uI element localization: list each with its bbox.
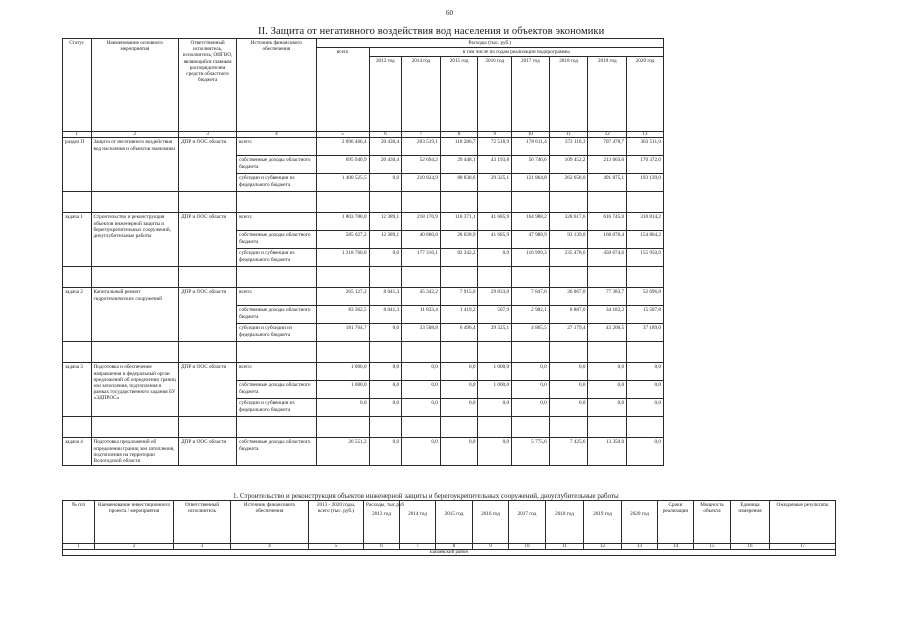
row-value: 193 139,0: [627, 174, 664, 192]
row-value: 0,0: [512, 363, 550, 381]
column-index: 3: [179, 132, 237, 138]
district-name: Бабаевский район: [63, 550, 836, 556]
row-value: 0,0: [549, 363, 588, 381]
row-value: 7 915,6: [440, 288, 478, 306]
row-value: 93 139,0: [549, 231, 588, 249]
row-value: 1 400 525,5: [316, 174, 369, 192]
row-value: 88 838,6: [440, 174, 478, 192]
row-value: 0,0: [369, 249, 402, 267]
row-source: собственные доходы областного бюджета: [237, 438, 316, 466]
table-row: [63, 213, 664, 231]
column-index: 4: [231, 544, 309, 550]
row-value: 110 371,1: [440, 213, 478, 231]
row-value: 585 027,2: [316, 231, 369, 249]
row-value: 4 865,5: [512, 324, 550, 342]
header-executor: Ответственный исполнитель, исполнитель, ОИГВО, являющийся главным распорядителем средств областного бюджета: [179, 39, 237, 132]
spacer-cell: [402, 342, 441, 363]
spacer-cell: [63, 192, 92, 213]
column-index: 13: [622, 544, 658, 550]
row-value: 1 000,0: [478, 363, 512, 381]
row-value: 41 685,9: [478, 231, 512, 249]
spacer-cell: [369, 342, 402, 363]
row-value: 707 478,7: [588, 138, 627, 156]
projects-table: [62, 500, 836, 556]
row-value: 178 611,4: [512, 138, 550, 156]
column-index: 5: [309, 544, 364, 550]
row-value: 12 389,1: [369, 231, 402, 249]
row-value: 28 028,9: [440, 231, 478, 249]
row-value: 0,0: [369, 324, 402, 342]
row-value: 29 833,0: [478, 288, 512, 306]
spacer-cell: [63, 342, 92, 363]
spacer-cell: [588, 192, 627, 213]
header-project-name: Наименование инвестиционного проекта / мероприятия: [95, 501, 174, 544]
row-value: 0,0: [627, 438, 664, 466]
row-value: 0,0: [369, 381, 402, 399]
spacer-cell: [588, 342, 627, 363]
row-value: 2 982,1: [512, 306, 550, 324]
row-value: 6 496,4: [440, 324, 478, 342]
column-index: 16: [731, 544, 770, 550]
column-index: 9: [478, 132, 512, 138]
spacer-cell: [478, 267, 512, 288]
row-executor: ДПР и ООС области: [179, 288, 237, 342]
row-value: 0,0: [402, 363, 441, 381]
spacer-cell: [512, 192, 550, 213]
column-index: 12: [588, 132, 627, 138]
header-year-label: 2019 год: [593, 511, 612, 517]
spacer-cell: [440, 192, 478, 213]
row-status: задача 1: [63, 213, 92, 267]
row-value: 262 658,0: [549, 174, 588, 192]
row-value: 116 999,3: [512, 249, 550, 267]
row-executor: ДПР и ООС области: [179, 213, 237, 267]
expenses-table: [62, 38, 664, 466]
row-status: задача 4: [63, 438, 92, 466]
row-value: 20 430,4: [369, 156, 402, 174]
header-by-years: в том числе по годам реализации подпрограммы: [369, 48, 663, 57]
spacer-cell: [237, 342, 316, 363]
row-value: 43 200,5: [588, 324, 627, 342]
header-year: [473, 501, 509, 544]
header-status: Статус: [63, 39, 92, 132]
row-value: 1 000,0: [478, 381, 512, 399]
header-year-label: 2014 год: [408, 511, 427, 517]
spacer-cell: [63, 267, 92, 288]
column-index: 10: [512, 132, 550, 138]
spacer-cell: [369, 417, 402, 438]
spacer-cell: [627, 342, 664, 363]
spacer-cell: [179, 267, 237, 288]
subsection-title: 1. Строительство и реконструкция объектов инженерной защиты и берегоукрепительных сооружений, дноуглубительные работы: [233, 492, 619, 500]
spacer-cell: [316, 342, 369, 363]
row-value: 20 430,4: [369, 138, 402, 156]
row-value: 29 325,1: [478, 324, 512, 342]
column-index: 11: [546, 544, 584, 550]
row-value: 0,0: [588, 381, 627, 399]
row-value: 0,0: [402, 399, 441, 417]
row-value: 170 372,0: [627, 156, 664, 174]
header-name: Наименование основного мероприятия: [91, 39, 179, 132]
row-value: 0,0: [369, 438, 402, 466]
spacer-row: [63, 192, 664, 213]
spacer-cell: [237, 417, 316, 438]
column-index: 12: [584, 544, 622, 550]
spacer-cell: [627, 267, 664, 288]
spacer-cell: [512, 267, 550, 288]
row-value: 7 847,6: [512, 288, 550, 306]
header-year-label: 2016 год: [481, 511, 500, 517]
header-capacity: Мощность объекта: [694, 501, 731, 544]
spacer-row: [63, 267, 664, 288]
header-year: 2013 год: [369, 57, 402, 132]
row-value: 616 745,0: [588, 213, 627, 231]
row-value: 83 362,5: [316, 306, 369, 324]
row-value: 1 218 760,8: [316, 249, 369, 267]
spacer-cell: [478, 417, 512, 438]
row-value: 40 860,8: [402, 231, 441, 249]
column-index: 1: [63, 132, 92, 138]
row-value: 109 452,2: [549, 156, 588, 174]
spacer-cell: [402, 192, 441, 213]
row-value: 0,0: [440, 363, 478, 381]
spacer-cell: [237, 267, 316, 288]
row-source: всего:: [237, 213, 316, 231]
row-source: субсидии и субсидии из федерального бюджета: [237, 324, 316, 342]
row-value: 82 342,2: [440, 249, 478, 267]
row-value: 56 746,6: [512, 156, 550, 174]
section-title: II. Защита от негативного воздействия вод населения и объектов экономики: [258, 26, 605, 37]
column-index: 6: [364, 544, 400, 550]
row-executor: ДПР и ООС области: [179, 138, 237, 192]
column-index: 8: [436, 544, 473, 550]
row-value: 0,0: [440, 399, 478, 417]
row-executor: ДПР и ООС области: [179, 438, 237, 466]
spacer-cell: [369, 267, 402, 288]
row-value: 47 988,9: [512, 231, 550, 249]
spacer-cell: [179, 342, 237, 363]
row-value: 41 685,9: [478, 213, 512, 231]
row-value: 1 000,0: [316, 381, 369, 399]
header-year: [509, 501, 546, 544]
row-value: 0,0: [316, 399, 369, 417]
row-source: субсидии и субвенции из федерального бюджета: [237, 399, 316, 417]
row-value: 154 864,2: [627, 231, 664, 249]
row-value: 363 511,0: [627, 138, 664, 156]
row-source: собственные доходы областного бюджета: [237, 156, 316, 174]
row-value: 1 803 788,0: [316, 213, 369, 231]
header-year-label: 2013 год: [372, 511, 391, 518]
spacer-cell: [91, 267, 179, 288]
row-source: собственные доходы областного бюджета: [237, 231, 316, 249]
spacer-cell: [588, 417, 627, 438]
row-name: Защита от негативного воздействия вод населения и объектов экономики: [91, 138, 179, 192]
row-value: 210 824,9: [402, 174, 441, 192]
column-index: 6: [369, 132, 402, 138]
row-value: 235 478,6: [549, 249, 588, 267]
row-value: 45 342,2: [402, 288, 441, 306]
row-value: 13 350,0: [588, 438, 627, 466]
row-value: 0,0: [627, 381, 664, 399]
column-index: 4: [237, 132, 316, 138]
row-value: 218 176,9: [402, 213, 441, 231]
spacer-cell: [627, 417, 664, 438]
spacer-cell: [91, 342, 179, 363]
row-value: 77 383,7: [588, 288, 627, 306]
header-year-label: 2018 год: [555, 511, 574, 517]
row-value: 26 551,2: [316, 438, 369, 466]
spacer-cell: [512, 342, 550, 363]
header-source: Источник финансового обеспечения: [237, 39, 316, 132]
column-index: 11: [549, 132, 588, 138]
row-source: собственные доходы областного бюджета: [237, 306, 316, 324]
row-source: всего:: [237, 288, 316, 306]
row-value: 310 814,2: [627, 213, 664, 231]
spacer-cell: [91, 417, 179, 438]
spacer-row: [63, 417, 664, 438]
row-value: 0,0: [512, 399, 550, 417]
row-value: 328 617,6: [549, 213, 588, 231]
spacer-cell: [440, 267, 478, 288]
header-expenses: Расходы, тыс.руб: [366, 502, 405, 508]
row-value: 181 764,7: [316, 324, 369, 342]
column-index: 7: [402, 132, 441, 138]
row-value: 0,0: [588, 363, 627, 381]
row-value: 0,0: [512, 381, 550, 399]
row-name: Строительство и реконструкция объектов инженерной защиты и берегоукрепительных сооружений, дноуглубительные работы: [91, 213, 179, 267]
row-value: 491 875,1: [588, 174, 627, 192]
spacer-cell: [63, 417, 92, 438]
row-status: задача 2: [63, 288, 92, 342]
row-source: собственные доходы областного бюджета: [237, 381, 316, 399]
spacer-row: [63, 342, 664, 363]
header-year: 2016 год: [478, 57, 512, 132]
row-value: 12 389,1: [369, 213, 402, 231]
header-results: Ожидаемые результаты: [770, 501, 836, 544]
header-year: [364, 501, 405, 544]
row-status: задача 3: [63, 363, 92, 417]
row-source: всего:: [237, 138, 316, 156]
row-value: 372 110,3: [549, 138, 588, 156]
row-value: 164 988,2: [512, 213, 550, 231]
header-year: [400, 501, 436, 544]
row-value: 72 518,9: [478, 138, 512, 156]
row-name: Подготовка предложений об определении границ зон затопления, подтопления на территории Вологодской области: [91, 438, 179, 466]
row-status: раздел II: [63, 138, 92, 192]
header-executor: Ответственный исполнитель: [174, 501, 231, 544]
table-row: [63, 438, 664, 466]
header-year-label: 2020 год: [630, 511, 649, 517]
row-value: 7 425,6: [549, 438, 588, 466]
column-index: 15: [694, 544, 731, 550]
row-name: Капитальный ремонт гидротехнических сооружений: [91, 288, 179, 342]
row-value: 11 833,4: [402, 306, 441, 324]
row-value: 0,0: [369, 399, 402, 417]
row-value: 8 041,3: [369, 306, 402, 324]
spacer-cell: [549, 192, 588, 213]
row-value: 0,0: [440, 438, 478, 466]
row-value: 52 696,8: [627, 288, 664, 306]
row-value: 166 070,4: [588, 231, 627, 249]
row-value: 1 000,0: [316, 363, 369, 381]
row-source: всего:: [237, 363, 316, 381]
row-value: 2 096 466,4: [316, 138, 369, 156]
header-year: [546, 501, 584, 544]
table-row: [63, 288, 664, 306]
spacer-cell: [237, 192, 316, 213]
row-value: 0,0: [402, 438, 441, 466]
row-value: 0,0: [549, 381, 588, 399]
header-year-label: 2017 год: [517, 511, 537, 517]
header-source: Источник финансового обеспечения: [231, 501, 309, 544]
row-value: 0,0: [478, 438, 512, 466]
column-index: 2: [95, 544, 174, 550]
spacer-cell: [440, 417, 478, 438]
header-total: 2013 - 2020 годы, всего (тыс. руб.): [309, 501, 364, 544]
row-value: 36 067,0: [549, 288, 588, 306]
header-year: 2018 год: [549, 57, 588, 132]
spacer-cell: [369, 192, 402, 213]
row-value: 121 864,8: [512, 174, 550, 192]
row-value: 0,0: [369, 363, 402, 381]
header-unit: Единица измерения: [731, 501, 770, 544]
row-value: 177 316,1: [402, 249, 441, 267]
column-index: 17: [770, 544, 836, 550]
column-index: 13: [627, 132, 664, 138]
header-year: 2017 год: [512, 57, 550, 132]
spacer-cell: [316, 267, 369, 288]
column-index: 1: [63, 544, 95, 550]
spacer-cell: [179, 417, 237, 438]
spacer-cell: [478, 342, 512, 363]
header-year: [436, 501, 473, 544]
row-value: 29 448,1: [440, 156, 478, 174]
row-value: 0,0: [627, 363, 664, 381]
spacer-cell: [316, 192, 369, 213]
spacer-cell: [440, 342, 478, 363]
column-index: 14: [658, 544, 694, 550]
column-index: 2: [91, 132, 179, 138]
row-value: 213 603,6: [588, 156, 627, 174]
row-name: Подготовка и обеспечение направления в федеральный орган предложений об определении границ зон затопления, подтопления в рамках государственного задания БУ «ЭДПРОС»: [91, 363, 179, 417]
header-year: 2014 год: [402, 57, 441, 132]
row-value: 8 041,3: [369, 288, 402, 306]
spacer-cell: [478, 192, 512, 213]
spacer-cell: [588, 267, 627, 288]
spacer-cell: [402, 417, 441, 438]
row-value: 118 286,7: [440, 138, 478, 156]
spacer-cell: [627, 192, 664, 213]
spacer-cell: [549, 417, 588, 438]
row-value: 15 507,8: [627, 306, 664, 324]
spacer-cell: [549, 267, 588, 288]
row-value: 265 127,2: [316, 288, 369, 306]
row-value: 0,0: [440, 381, 478, 399]
row-value: 1 419,2: [440, 306, 478, 324]
row-value: 0,0: [478, 399, 512, 417]
header-year: [622, 501, 658, 544]
row-value: 0,0: [588, 399, 627, 417]
table-row: [63, 363, 664, 381]
row-value: 37 189,0: [627, 324, 664, 342]
row-value: 33 508,8: [402, 324, 441, 342]
column-index: 9: [473, 544, 509, 550]
row-value: 0,0: [627, 399, 664, 417]
row-value: 0,0: [478, 249, 512, 267]
header-year: [584, 501, 622, 544]
row-value: 507,9: [478, 306, 512, 324]
row-value: 155 950,0: [627, 249, 664, 267]
row-value: 8 887,6: [549, 306, 588, 324]
header-num: № п/п: [63, 501, 95, 544]
spacer-cell: [91, 192, 179, 213]
spacer-cell: [512, 417, 550, 438]
page-number: 60: [446, 9, 453, 17]
header-year-label: 2015 год: [444, 511, 464, 517]
header-total: всего: [316, 48, 369, 132]
column-index: 7: [400, 544, 436, 550]
row-source: субсидии и субвенции из федерального бюджета: [237, 174, 316, 192]
header-deadlines: Сроки реализации: [658, 501, 694, 544]
spacer-cell: [549, 342, 588, 363]
row-value: 0,0: [369, 174, 402, 192]
header-expenses: Расходы (тыс. руб.): [316, 39, 663, 48]
row-value: 0,0: [402, 381, 441, 399]
header-year: 2019 год: [588, 57, 627, 132]
row-value: 29 325,1: [478, 174, 512, 192]
row-value: 203 519,1: [402, 138, 441, 156]
header-year: 2015 год: [440, 57, 478, 132]
row-value: 450 674,6: [588, 249, 627, 267]
spacer-cell: [402, 267, 441, 288]
row-executor: ДПР и ООС области: [179, 363, 237, 417]
row-value: 43 193,8: [478, 156, 512, 174]
column-index: 3: [174, 544, 231, 550]
spacer-cell: [316, 417, 369, 438]
row-value: 695 940,9: [316, 156, 369, 174]
row-value: 52 694,2: [402, 156, 441, 174]
header-year: 2020 год: [627, 57, 664, 132]
column-index: 10: [509, 544, 546, 550]
table-row: [63, 138, 664, 156]
column-index: 8: [440, 132, 478, 138]
row-source: субсидии и субвенции из федерального бюджета: [237, 249, 316, 267]
spacer-cell: [179, 192, 237, 213]
row-value: 27 179,4: [549, 324, 588, 342]
column-index: 5: [316, 132, 369, 138]
row-value: 0,0: [549, 399, 588, 417]
row-value: 5 775,6: [512, 438, 550, 466]
row-value: 34 183,2: [588, 306, 627, 324]
